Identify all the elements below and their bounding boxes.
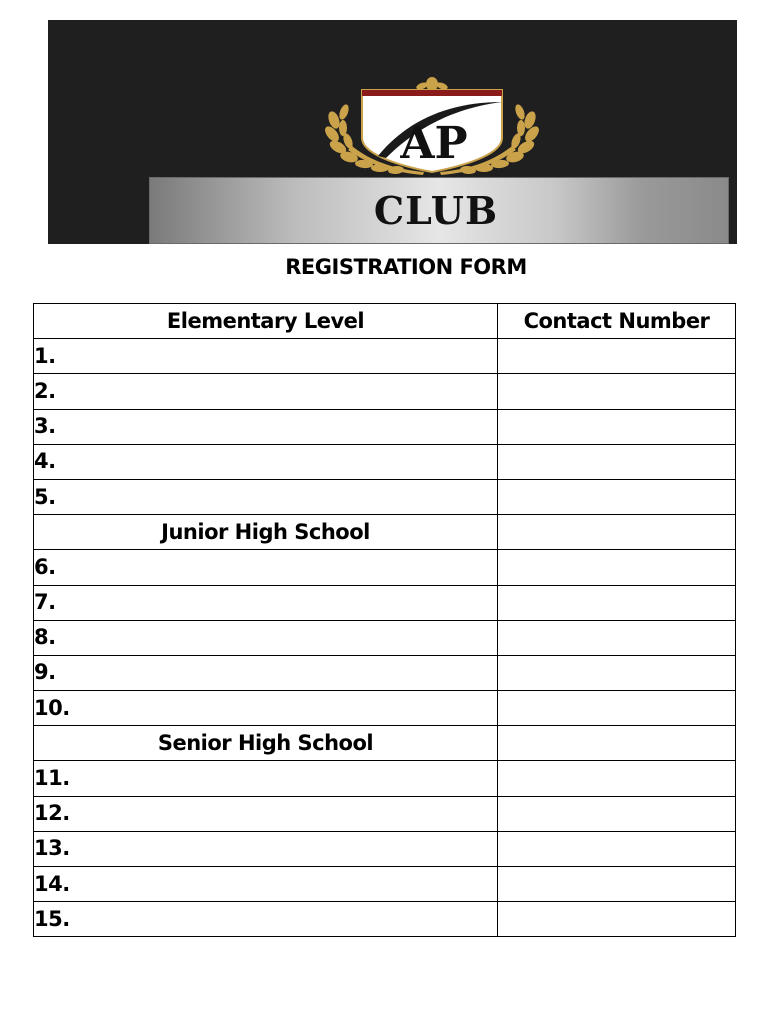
contact-cell[interactable] bbox=[498, 620, 736, 655]
contact-cell[interactable] bbox=[498, 339, 736, 374]
contact-cell bbox=[498, 726, 736, 761]
row-number: 3. bbox=[34, 409, 498, 444]
club-banner bbox=[48, 20, 737, 244]
contact-cell[interactable] bbox=[498, 655, 736, 690]
section-header-junior: Junior High School bbox=[34, 515, 498, 550]
contact-cell[interactable] bbox=[498, 585, 736, 620]
row-number: 10. bbox=[34, 691, 498, 726]
contact-cell[interactable] bbox=[498, 374, 736, 409]
table-row bbox=[34, 655, 736, 690]
table-row bbox=[34, 339, 736, 374]
table-row bbox=[34, 585, 736, 620]
contact-cell[interactable] bbox=[498, 761, 736, 796]
section-row-senior bbox=[34, 726, 736, 761]
table-row bbox=[34, 620, 736, 655]
contact-cell[interactable] bbox=[498, 691, 736, 726]
contact-number-header: Contact Number bbox=[498, 304, 736, 339]
contact-cell[interactable] bbox=[498, 796, 736, 831]
row-number: 15. bbox=[34, 902, 498, 937]
table-row bbox=[34, 831, 736, 866]
row-number: 2. bbox=[34, 374, 498, 409]
row-number: 7. bbox=[34, 585, 498, 620]
contact-cell[interactable] bbox=[498, 409, 736, 444]
contact-cell[interactable] bbox=[498, 550, 736, 585]
table-row bbox=[34, 479, 736, 514]
section-row-junior bbox=[34, 515, 736, 550]
contact-cell[interactable] bbox=[498, 444, 736, 479]
table-header-row bbox=[34, 304, 736, 339]
table-row bbox=[34, 409, 736, 444]
table-row bbox=[34, 691, 736, 726]
contact-cell[interactable] bbox=[498, 902, 736, 937]
table-row bbox=[34, 902, 736, 937]
section-header-elementary: Elementary Level bbox=[34, 304, 498, 339]
row-number: 12. bbox=[34, 796, 498, 831]
logo-letters: AP bbox=[400, 118, 468, 169]
registration-table bbox=[33, 303, 736, 937]
table-row bbox=[34, 550, 736, 585]
row-number: 11. bbox=[34, 761, 498, 796]
row-number: 13. bbox=[34, 831, 498, 866]
row-number: 6. bbox=[34, 550, 498, 585]
section-header-senior: Senior High School bbox=[34, 726, 498, 761]
form-title: REGISTRATION FORM bbox=[285, 255, 527, 279]
contact-cell[interactable] bbox=[498, 831, 736, 866]
contact-cell bbox=[498, 515, 736, 550]
table-row bbox=[34, 761, 736, 796]
ap-crest-logo bbox=[324, 72, 540, 178]
row-number: 9. bbox=[34, 655, 498, 690]
table-row bbox=[34, 444, 736, 479]
club-title-bar bbox=[149, 177, 729, 244]
contact-cell[interactable] bbox=[498, 867, 736, 902]
table-row bbox=[34, 374, 736, 409]
contact-cell[interactable] bbox=[498, 479, 736, 514]
row-number: 1. bbox=[34, 339, 498, 374]
row-number: 8. bbox=[34, 620, 498, 655]
crown-ornament-icon bbox=[415, 77, 448, 91]
row-number: 5. bbox=[34, 479, 498, 514]
table-row bbox=[34, 796, 736, 831]
row-number: 14. bbox=[34, 867, 498, 902]
row-number: 4. bbox=[34, 444, 498, 479]
table-row bbox=[34, 867, 736, 902]
club-title: CLUB bbox=[373, 188, 499, 233]
